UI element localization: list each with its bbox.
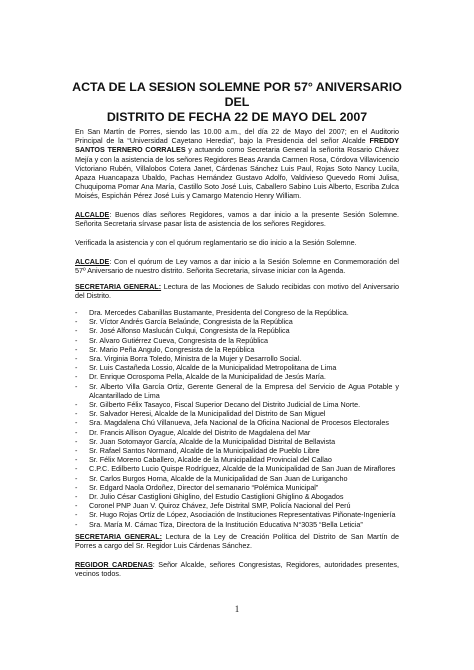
- mocion-list-item: [75, 372, 399, 381]
- mocion-text: Sr. Alvaro Gutiérrez Cueva, Congresista de la República: [89, 335, 268, 345]
- mociones-list: [75, 308, 399, 529]
- list-dash-icon: -: [75, 519, 78, 529]
- title-line-2: DISTRITO DE FECHA 22 DE MAYO DEL 2007: [106, 110, 368, 124]
- mocion-text: Sr. Edgard Naola Ordoñez, Director del semanario “Polémica Municipal”: [89, 482, 319, 492]
- alcalde-paragraph-1: [75, 210, 399, 228]
- list-dash-icon: -: [75, 409, 78, 419]
- mocion-text: Coronel PNP Juan V. Quiroz Chávez, Jefe Distrital SMP, Policía Nacional del Perú: [89, 501, 351, 511]
- mocion-list-item: [75, 336, 399, 345]
- list-dash-icon: -: [75, 326, 78, 336]
- mocion-text: Sr. Alberto Villa García Ortiz, Gerente General de la Empresa del Servicio de Agua Potable y Alcantarillado de Lima: [89, 381, 399, 400]
- mocion-text: Dr. Julio César Castiglioni Ghiglino, del Estudio Castiglioni Ghiglino & Abogados: [89, 492, 344, 502]
- list-dash-icon: -: [75, 482, 78, 492]
- mocion-text: Dr. Francis Allison Oyague, Alcalde del Distrito de Magdalena del Mar: [89, 427, 311, 437]
- mocion-text: Sra. Magdalena Chú Villanueva, Jefa Nacional de la Oficina Nacional de Procesos Electorales: [89, 418, 389, 428]
- mociones-list-container: [75, 308, 399, 529]
- mocion-text: Sr. José Alfonso Maslucán Culqui, Congresista de la República: [89, 326, 290, 336]
- mayor-name: FREDDY SANTOS TERNERO CORRALES: [75, 136, 399, 155]
- mocion-list-item: [75, 354, 399, 363]
- mocion-text: C.P.C. Edilberto Lucio Quispe Rodríguez, Alcalde de la Municipalidad de San Juan de Miraflores: [89, 464, 396, 474]
- mocion-list-item: [75, 363, 399, 372]
- mocion-text: Sr. Carlos Burgos Horna, Alcalde de la Municipalidad de San Juan de Lurigancho: [89, 473, 348, 483]
- speech-text: Lectura de las Mociones de Saludo recibidas con motivo del Aniversario del Distrito.: [75, 282, 399, 301]
- mocion-text: Sr. Hugo Rojas Ortíz de López, Asociación de Instituciones Representativas Piñonate-Ingeniería: [89, 510, 396, 520]
- list-dash-icon: -: [75, 492, 78, 502]
- speech-text: : Señor Alcalde, señores Congresistas, Regidores, autoridades presentes, vecinos todos.: [75, 560, 399, 579]
- speaker-label: ALCALDE: [75, 257, 110, 266]
- speaker-label: REGIDOR CARDENAS: [75, 560, 153, 569]
- mocion-text: Dra. Mercedes Cabanillas Bustamante, Presidenta del Congreso de la República.: [89, 308, 349, 317]
- list-dash-icon: -: [75, 335, 78, 345]
- list-dash-icon: -: [75, 400, 78, 410]
- mocion-list-item: [75, 483, 399, 492]
- list-dash-icon: -: [75, 501, 78, 511]
- mocion-list-item: [75, 382, 399, 400]
- mocion-list-item: [75, 345, 399, 354]
- intro-text-2: y actuando como Secretaria General la señorita Rosario Chávez Mejía y con la asistencia de los señores Regidores Beas Aranda Carmen Rosa, Córdova Villavicencio Victoriano Rubén, Villalobos Cotera Janet, Cárdenas Sánchez Luis Paul, Rojas Soto Nancy Lucila, Apaza Huancapaza Ubaldo, Pachas Hernández Gustavo Adolfo, Valdivieso Quevedo Romi Julisa, Chuquipoma Pomar Ana María, Castillo Soto José Luis, Caballero Sabino Luis Alberto, Escriba Zulca Moisés, Espichán Pérez José Luis y Camargo Matencio Henry William.: [75, 145, 399, 201]
- verificada-paragraph: Verificada la asistencia y con el quórum reglamentario se dio inicio a la Sesión Solemne.: [75, 238, 357, 247]
- speech-text: : Buenos días señores Regidores, vamos a dar inicio a la presente Sesión Solemne. Señorita Secretaria sírvase pasar lista de asistencia de los señores Regidores.: [75, 210, 399, 229]
- speaker-label: ALCALDE: [75, 210, 110, 219]
- mocion-text: Sr. Luis Castañeda Lossio, Alcalde de la Municipalidad Metropolitana de Lima: [89, 363, 337, 373]
- mocion-list-item: [75, 501, 399, 510]
- mocion-text: Sr. Rafael Santos Normand, Alcalde de la Municipalidad de Pueblo Libre: [89, 446, 320, 456]
- mocion-text: Sr. Mario Peña Angulo, Congresista de la República: [89, 344, 255, 354]
- list-dash-icon: -: [75, 344, 78, 354]
- mocion-text: Sr. Salvador Heresi, Alcalde de la Municipalidad del Distrito de San Miguel: [89, 409, 326, 419]
- speech-text: : Con el quórum de Ley vamos a dar inicio a la Sesión Solemne en Conmemoración del 57º Aniversario de nuestro distrito. Señorita Secretaria, sírvase iniciar con la Agenda.: [75, 257, 399, 276]
- speaker-label: SECRETARIA GENERAL:: [75, 532, 163, 541]
- mocion-list-item: [75, 400, 399, 409]
- list-dash-icon: -: [75, 381, 78, 391]
- secretaria-paragraph-1: [75, 282, 399, 300]
- mocion-text: Sr. Félix Moreno Caballero, Alcalde de la Municipalidad Provincial del Callao: [89, 455, 332, 465]
- list-dash-icon: -: [75, 436, 78, 446]
- document-title: [60, 80, 414, 125]
- mocion-list-item: [75, 437, 399, 446]
- mocion-list-item: [75, 510, 399, 519]
- speaker-label: SECRETARIA GENERAL:: [75, 282, 162, 291]
- mocion-list-item: [75, 326, 399, 335]
- regidor-paragraph: [75, 560, 399, 578]
- intro-paragraph: [75, 127, 399, 201]
- mocion-list-item: [75, 409, 399, 418]
- mocion-list-item: [75, 446, 399, 455]
- mocion-text: Sr. Víctor Andrés García Belaúnde, Congresista de la República: [89, 317, 293, 327]
- list-dash-icon: -: [75, 418, 78, 428]
- mocion-list-item: [75, 317, 399, 326]
- mocion-list-item: [75, 418, 399, 427]
- mocion-text: Sr. Juan Sotomayor García, Alcalde de la Municipalidad Distrital de Bellavista: [89, 436, 336, 446]
- list-dash-icon: -: [75, 354, 78, 364]
- mocion-text: Sr. Gilberto Félix Tasayco, Fiscal Superior Decano del Distrito Judicial de Lima Norte.: [89, 400, 361, 410]
- mocion-text: Sra. Virginia Borra Toledo, Ministra de la Mujer y Desarrollo Social.: [89, 354, 302, 364]
- mocion-list-item: [75, 464, 399, 473]
- mocion-list-item: [75, 474, 399, 483]
- intro-text-1: En San Martín de Porres, siendo las 10.00 a.m., del día 22 de Mayo del 2007; en el Auditorio Principal de la “Universidad Cayetano Heredia”, bajo la Presidencia del señor Alcalde: [75, 127, 399, 146]
- list-dash-icon: -: [75, 317, 78, 327]
- mocion-text: Sra. María M. Cámac Tiza, Directora de la Institución Educativa N°3035 “Bella Leticia”: [89, 519, 363, 529]
- mocion-list-item: [75, 308, 399, 317]
- secretaria-paragraph-2: [75, 532, 399, 550]
- mocion-list-item: [75, 492, 399, 501]
- list-dash-icon: -: [75, 455, 78, 465]
- list-dash-icon: -: [75, 446, 78, 456]
- list-dash-icon: -: [75, 363, 78, 373]
- page-number: 1: [234, 604, 240, 614]
- list-dash-icon: -: [75, 308, 78, 317]
- mocion-list-item: [75, 520, 399, 529]
- list-dash-icon: -: [75, 473, 78, 483]
- speech-text: Lectura de la Ley de Creación Política del Distrito de San Martín de Porres a cargo del Sr. Regidor Luis Cárdenas Sánchez.: [75, 532, 400, 551]
- mocion-list-item: [75, 428, 399, 437]
- alcalde-paragraph-2: [75, 257, 399, 275]
- list-dash-icon: -: [75, 510, 78, 520]
- list-dash-icon: -: [75, 464, 78, 474]
- list-dash-icon: -: [75, 427, 78, 437]
- mocion-list-item: [75, 455, 399, 464]
- list-dash-icon: -: [75, 372, 78, 382]
- title-line-1: ACTA DE LA SESION SOLEMNE POR 57° ANIVERSARIO DEL: [72, 80, 402, 109]
- mocion-text: Dr. Enrique Ocrospoma Pella, Alcalde de la Municipalidad de Jesús María.: [89, 372, 326, 382]
